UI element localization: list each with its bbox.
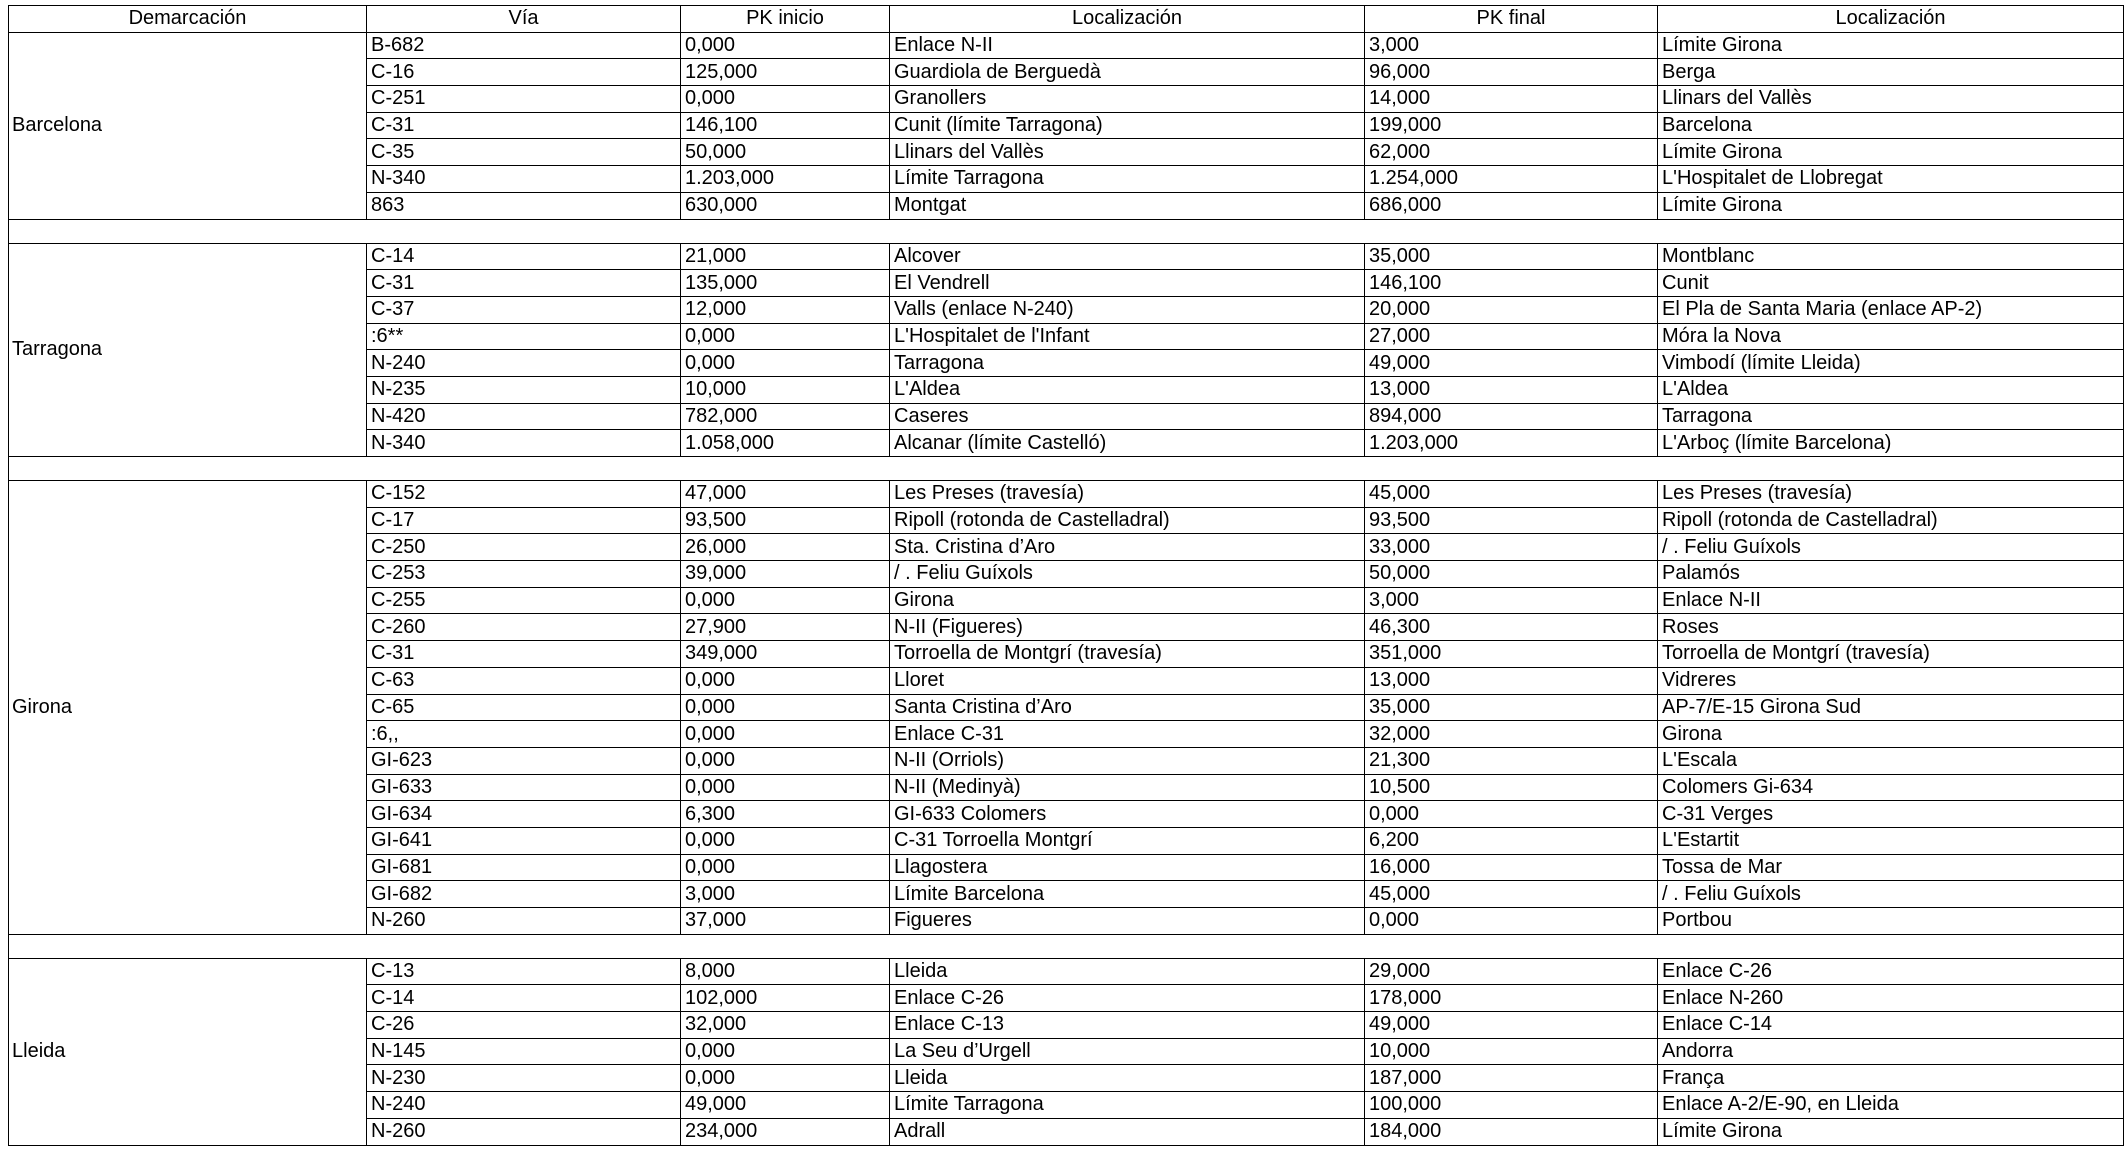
- pk-final-cell: 146,100: [1365, 270, 1658, 297]
- pk-final-cell: 10,000: [1365, 1038, 1658, 1065]
- localizacion-final-cell: Vimbodí (límite Lleida): [1658, 350, 2124, 377]
- separator-cell: [9, 457, 2124, 481]
- pk-final-cell: 187,000: [1365, 1065, 1658, 1092]
- localizacion-inicio-cell: N-II (Medinyà): [890, 774, 1365, 801]
- via-cell: C-63: [367, 667, 681, 694]
- via-cell: C-16: [367, 59, 681, 86]
- pk-inicio-cell: 0,000: [681, 774, 890, 801]
- localizacion-inicio-cell: Lleida: [890, 1065, 1365, 1092]
- pk-inicio-cell: 0,000: [681, 350, 890, 377]
- header-pk-inicio: PK inicio: [681, 6, 890, 33]
- group-separator-row: [9, 457, 2124, 481]
- localizacion-inicio-cell: Llagostera: [890, 854, 1365, 881]
- via-cell: C-13: [367, 958, 681, 985]
- pk-inicio-cell: 10,000: [681, 376, 890, 403]
- localizacion-inicio-cell: Límite Barcelona: [890, 881, 1365, 908]
- pk-final-cell: 13,000: [1365, 376, 1658, 403]
- pk-inicio-cell: 349,000: [681, 641, 890, 668]
- via-cell: C-152: [367, 481, 681, 508]
- localizacion-inicio-cell: Límite Tarragona: [890, 166, 1365, 193]
- pk-final-cell: 894,000: [1365, 403, 1658, 430]
- localizacion-final-cell: / . Feliu Guíxols: [1658, 881, 2124, 908]
- via-cell: N-145: [367, 1038, 681, 1065]
- localizacion-inicio-cell: El Vendrell: [890, 270, 1365, 297]
- localizacion-final-cell: Ripoll (rotonda de Castelladral): [1658, 507, 2124, 534]
- localizacion-inicio-cell: Sta. Cristina d’Aro: [890, 534, 1365, 561]
- pk-inicio-cell: 0,000: [681, 667, 890, 694]
- via-cell: N-340: [367, 430, 681, 457]
- pk-final-cell: 21,300: [1365, 747, 1658, 774]
- pk-final-cell: 351,000: [1365, 641, 1658, 668]
- localizacion-final-cell: El Pla de Santa Maria (enlace AP-2): [1658, 296, 2124, 323]
- pk-inicio-cell: 6,300: [681, 801, 890, 828]
- pk-final-cell: 6,200: [1365, 827, 1658, 854]
- pk-inicio-cell: 39,000: [681, 561, 890, 588]
- localizacion-final-cell: Enlace C-14: [1658, 1012, 2124, 1039]
- pk-inicio-cell: 1.203,000: [681, 166, 890, 193]
- localizacion-inicio-cell: Límite Tarragona: [890, 1092, 1365, 1119]
- localizacion-final-cell: Berga: [1658, 59, 2124, 86]
- pk-inicio-cell: 49,000: [681, 1092, 890, 1119]
- pk-final-cell: 1.254,000: [1365, 166, 1658, 193]
- via-cell: C-253: [367, 561, 681, 588]
- pk-inicio-cell: 0,000: [681, 1065, 890, 1092]
- header-localizacion-inicio: Localización: [890, 6, 1365, 33]
- localizacion-final-cell: Les Preses (travesía): [1658, 481, 2124, 508]
- localizacion-inicio-cell: / . Feliu Guíxols: [890, 561, 1365, 588]
- pk-inicio-cell: 0,000: [681, 721, 890, 748]
- localizacion-final-cell: AP-7/E-15 Girona Sud: [1658, 694, 2124, 721]
- table-row: [9, 958, 2124, 985]
- localizacion-inicio-cell: Enlace C-26: [890, 985, 1365, 1012]
- via-cell: GI-682: [367, 881, 681, 908]
- pk-final-cell: 35,000: [1365, 694, 1658, 721]
- demarcacion-cell: Barcelona: [9, 32, 367, 219]
- localizacion-final-cell: Barcelona: [1658, 112, 2124, 139]
- table-row: [9, 481, 2124, 508]
- via-cell: GI-623: [367, 747, 681, 774]
- localizacion-final-cell: Límite Girona: [1658, 1118, 2124, 1145]
- localizacion-final-cell: Llinars del Vallès: [1658, 86, 2124, 113]
- localizacion-final-cell: C-31 Verges: [1658, 801, 2124, 828]
- localizacion-final-cell: Palamós: [1658, 561, 2124, 588]
- via-cell: C-14: [367, 985, 681, 1012]
- table-row: [9, 243, 2124, 270]
- localizacion-final-cell: Portbou: [1658, 908, 2124, 935]
- pk-inicio-cell: 125,000: [681, 59, 890, 86]
- via-cell: N-340: [367, 166, 681, 193]
- pk-final-cell: 184,000: [1365, 1118, 1658, 1145]
- via-cell: C-31: [367, 270, 681, 297]
- table-row: [9, 32, 2124, 59]
- header-row: [9, 6, 2124, 33]
- via-cell: C-37: [367, 296, 681, 323]
- localizacion-inicio-cell: N-II (Orriols): [890, 747, 1365, 774]
- pk-inicio-cell: 234,000: [681, 1118, 890, 1145]
- localizacion-inicio-cell: La Seu d’Urgell: [890, 1038, 1365, 1065]
- pk-inicio-cell: 0,000: [681, 1038, 890, 1065]
- separator-cell: [9, 219, 2124, 243]
- group-separator-row: [9, 219, 2124, 243]
- pk-inicio-cell: 782,000: [681, 403, 890, 430]
- pk-final-cell: 29,000: [1365, 958, 1658, 985]
- pk-final-cell: 96,000: [1365, 59, 1658, 86]
- via-cell: GI-634: [367, 801, 681, 828]
- pk-final-cell: 27,000: [1365, 323, 1658, 350]
- localizacion-final-cell: Enlace C-26: [1658, 958, 2124, 985]
- localizacion-inicio-cell: Enlace C-31: [890, 721, 1365, 748]
- via-cell: GI-633: [367, 774, 681, 801]
- localizacion-final-cell: Tossa de Mar: [1658, 854, 2124, 881]
- pk-inicio-cell: 37,000: [681, 908, 890, 935]
- pk-final-cell: 33,000: [1365, 534, 1658, 561]
- localizacion-inicio-cell: Valls (enlace N-240): [890, 296, 1365, 323]
- header-pk-final: PK final: [1365, 6, 1658, 33]
- separator-cell: [9, 934, 2124, 958]
- pk-inicio-cell: 135,000: [681, 270, 890, 297]
- header-demarcacion: Demarcación: [9, 6, 367, 33]
- localizacion-final-cell: Vidreres: [1658, 667, 2124, 694]
- pk-inicio-cell: 0,000: [681, 32, 890, 59]
- via-cell: GI-681: [367, 854, 681, 881]
- localizacion-inicio-cell: Enlace C-13: [890, 1012, 1365, 1039]
- localizacion-final-cell: Cunit: [1658, 270, 2124, 297]
- localizacion-inicio-cell: C-31 Torroella Montgrí: [890, 827, 1365, 854]
- via-cell: N-235: [367, 376, 681, 403]
- via-cell: N-260: [367, 908, 681, 935]
- via-cell: C-31: [367, 112, 681, 139]
- pk-inicio-cell: 21,000: [681, 243, 890, 270]
- localizacion-final-cell: L'Estartit: [1658, 827, 2124, 854]
- pk-inicio-cell: 0,000: [681, 854, 890, 881]
- via-cell: N-240: [367, 350, 681, 377]
- pk-final-cell: 178,000: [1365, 985, 1658, 1012]
- localizacion-inicio-cell: N-II (Figueres): [890, 614, 1365, 641]
- via-cell: N-420: [367, 403, 681, 430]
- via-cell: C-17: [367, 507, 681, 534]
- localizacion-inicio-cell: Caseres: [890, 403, 1365, 430]
- localizacion-inicio-cell: GI-633 Colomers: [890, 801, 1365, 828]
- pk-inicio-cell: 0,000: [681, 694, 890, 721]
- via-cell: C-260: [367, 614, 681, 641]
- pk-final-cell: 49,000: [1365, 1012, 1658, 1039]
- localizacion-inicio-cell: Girona: [890, 587, 1365, 614]
- localizacion-inicio-cell: Enlace N-II: [890, 32, 1365, 59]
- via-cell: N-230: [367, 1065, 681, 1092]
- pk-final-cell: 199,000: [1365, 112, 1658, 139]
- pk-inicio-cell: 0,000: [681, 323, 890, 350]
- pk-final-cell: 35,000: [1365, 243, 1658, 270]
- pk-final-cell: 686,000: [1365, 192, 1658, 219]
- via-cell: C-31: [367, 641, 681, 668]
- localizacion-final-cell: Tarragona: [1658, 403, 2124, 430]
- via-cell: C-65: [367, 694, 681, 721]
- via-cell: C-26: [367, 1012, 681, 1039]
- localizacion-inicio-cell: Torroella de Montgrí (travesía): [890, 641, 1365, 668]
- pk-final-cell: 45,000: [1365, 481, 1658, 508]
- pk-final-cell: 50,000: [1365, 561, 1658, 588]
- pk-final-cell: 3,000: [1365, 587, 1658, 614]
- pk-final-cell: 13,000: [1365, 667, 1658, 694]
- localizacion-final-cell: L'Aldea: [1658, 376, 2124, 403]
- localizacion-inicio-cell: Llinars del Vallès: [890, 139, 1365, 166]
- localizacion-final-cell: Enlace N-II: [1658, 587, 2124, 614]
- road-segments-table: [8, 5, 2124, 1146]
- via-cell: N-260: [367, 1118, 681, 1145]
- localizacion-inicio-cell: L'Hospitalet de l'Infant: [890, 323, 1365, 350]
- localizacion-final-cell: Andorra: [1658, 1038, 2124, 1065]
- pk-final-cell: 10,500: [1365, 774, 1658, 801]
- pk-final-cell: 3,000: [1365, 32, 1658, 59]
- localizacion-final-cell: Montblanc: [1658, 243, 2124, 270]
- pk-final-cell: 16,000: [1365, 854, 1658, 881]
- header-via: Vía: [367, 6, 681, 33]
- localizacion-final-cell: Móra la Nova: [1658, 323, 2124, 350]
- localizacion-final-cell: L'Arboç (límite Barcelona): [1658, 430, 2124, 457]
- pk-final-cell: 100,000: [1365, 1092, 1658, 1119]
- localizacion-inicio-cell: Lloret: [890, 667, 1365, 694]
- pk-inicio-cell: 93,500: [681, 507, 890, 534]
- pk-inicio-cell: 47,000: [681, 481, 890, 508]
- pk-inicio-cell: 3,000: [681, 881, 890, 908]
- pk-inicio-cell: 102,000: [681, 985, 890, 1012]
- localizacion-final-cell: Colomers Gi-634: [1658, 774, 2124, 801]
- pk-inicio-cell: 1.058,000: [681, 430, 890, 457]
- pk-inicio-cell: 8,000: [681, 958, 890, 985]
- localizacion-final-cell: Límite Girona: [1658, 32, 2124, 59]
- pk-final-cell: 62,000: [1365, 139, 1658, 166]
- pk-final-cell: 0,000: [1365, 801, 1658, 828]
- localizacion-inicio-cell: Lleida: [890, 958, 1365, 985]
- localizacion-final-cell: Girona: [1658, 721, 2124, 748]
- localizacion-inicio-cell: Granollers: [890, 86, 1365, 113]
- localizacion-inicio-cell: Figueres: [890, 908, 1365, 935]
- localizacion-final-cell: Límite Girona: [1658, 192, 2124, 219]
- localizacion-inicio-cell: Alcanar (límite Castelló): [890, 430, 1365, 457]
- localizacion-final-cell: Límite Girona: [1658, 139, 2124, 166]
- pk-final-cell: 0,000: [1365, 908, 1658, 935]
- pk-inicio-cell: 26,000: [681, 534, 890, 561]
- pk-inicio-cell: 12,000: [681, 296, 890, 323]
- via-cell: C-255: [367, 587, 681, 614]
- via-cell: C-14: [367, 243, 681, 270]
- pk-inicio-cell: 0,000: [681, 86, 890, 113]
- localizacion-final-cell: Enlace N-260: [1658, 985, 2124, 1012]
- group-separator-row: [9, 934, 2124, 958]
- via-cell: B-682: [367, 32, 681, 59]
- localizacion-inicio-cell: Les Preses (travesía): [890, 481, 1365, 508]
- pk-inicio-cell: 146,100: [681, 112, 890, 139]
- localizacion-inicio-cell: Cunit (límite Tarragona): [890, 112, 1365, 139]
- pk-final-cell: 49,000: [1365, 350, 1658, 377]
- pk-inicio-cell: 27,900: [681, 614, 890, 641]
- pk-final-cell: 93,500: [1365, 507, 1658, 534]
- pk-final-cell: 1.203,000: [1365, 430, 1658, 457]
- pk-inicio-cell: 0,000: [681, 827, 890, 854]
- via-cell: 863: [367, 192, 681, 219]
- localizacion-inicio-cell: Santa Cristina d’Aro: [890, 694, 1365, 721]
- localizacion-final-cell: L'Hospitalet de Llobregat: [1658, 166, 2124, 193]
- pk-inicio-cell: 50,000: [681, 139, 890, 166]
- localizacion-final-cell: Roses: [1658, 614, 2124, 641]
- localizacion-inicio-cell: Alcover: [890, 243, 1365, 270]
- via-cell: N-240: [367, 1092, 681, 1119]
- header-localizacion-final: Localización: [1658, 6, 2124, 33]
- localizacion-inicio-cell: Ripoll (rotonda de Castelladral): [890, 507, 1365, 534]
- localizacion-final-cell: Torroella de Montgrí (travesía): [1658, 641, 2124, 668]
- demarcacion-cell: Lleida: [9, 958, 367, 1145]
- pk-final-cell: 45,000: [1365, 881, 1658, 908]
- via-cell: C-251: [367, 86, 681, 113]
- demarcacion-cell: Tarragona: [9, 243, 367, 457]
- pk-inicio-cell: 0,000: [681, 587, 890, 614]
- via-cell: GI-641: [367, 827, 681, 854]
- localizacion-final-cell: L'Escala: [1658, 747, 2124, 774]
- localizacion-inicio-cell: Guardiola de Berguedà: [890, 59, 1365, 86]
- document-page: [8, 5, 2124, 1146]
- pk-final-cell: 46,300: [1365, 614, 1658, 641]
- via-cell: :6,,: [367, 721, 681, 748]
- via-cell: C-35: [367, 139, 681, 166]
- via-cell: C-250: [367, 534, 681, 561]
- pk-final-cell: 32,000: [1365, 721, 1658, 748]
- localizacion-inicio-cell: Montgat: [890, 192, 1365, 219]
- localizacion-final-cell: / . Feliu Guíxols: [1658, 534, 2124, 561]
- pk-inicio-cell: 0,000: [681, 747, 890, 774]
- localizacion-inicio-cell: Adrall: [890, 1118, 1365, 1145]
- localizacion-final-cell: Enlace A-2/E-90, en Lleida: [1658, 1092, 2124, 1119]
- pk-inicio-cell: 32,000: [681, 1012, 890, 1039]
- localizacion-inicio-cell: L'Aldea: [890, 376, 1365, 403]
- pk-inicio-cell: 630,000: [681, 192, 890, 219]
- pk-final-cell: 14,000: [1365, 86, 1658, 113]
- demarcacion-cell: Girona: [9, 481, 367, 935]
- via-cell: :6**: [367, 323, 681, 350]
- pk-final-cell: 20,000: [1365, 296, 1658, 323]
- localizacion-final-cell: França: [1658, 1065, 2124, 1092]
- localizacion-inicio-cell: Tarragona: [890, 350, 1365, 377]
